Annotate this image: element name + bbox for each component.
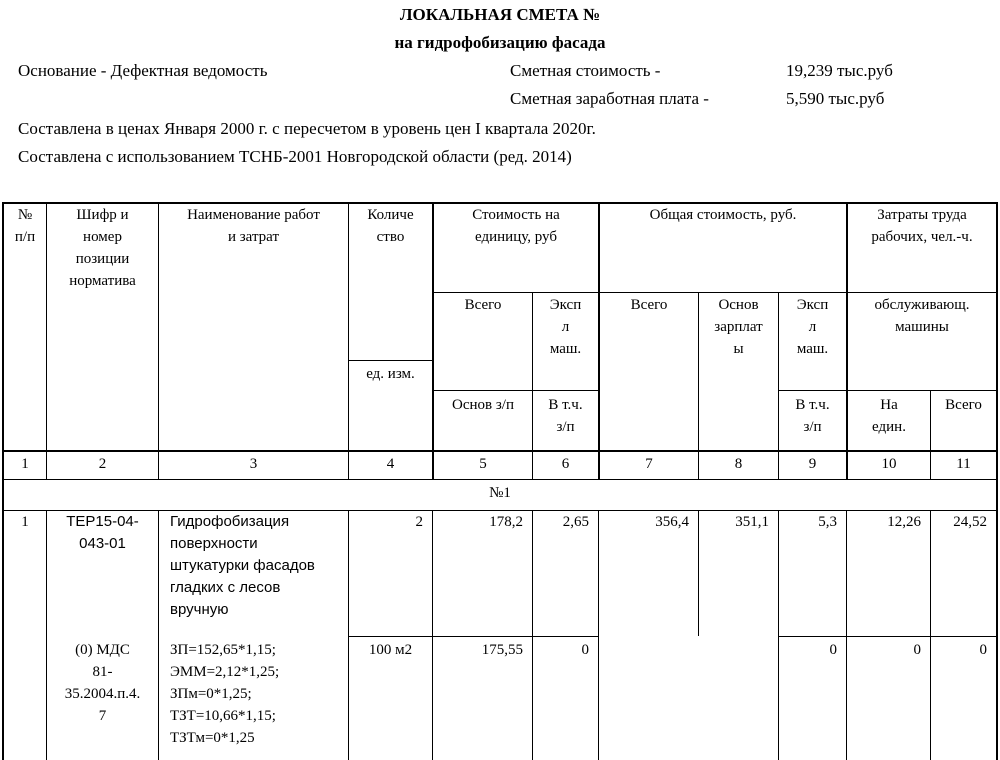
- grid-line: [348, 510, 349, 760]
- col-number-2: 2: [98, 456, 107, 472]
- col-number-7: 7: [645, 456, 653, 472]
- table-border-right: [996, 202, 998, 760]
- header-uc-expl: Эксп л маш.: [549, 297, 582, 357]
- header-qty: Количе ство: [367, 207, 414, 245]
- header-labor-all: Всего: [945, 397, 982, 413]
- grid-line: [778, 636, 998, 637]
- grid-line: [158, 510, 159, 760]
- header-unit: ед. изм.: [366, 366, 415, 382]
- grid-line: [432, 292, 846, 293]
- header-uc-total: Всего: [464, 297, 502, 313]
- grid-line: [778, 390, 998, 391]
- grid-line: [2, 479, 998, 480]
- grid-line: [846, 510, 847, 760]
- header-tc-wage: Основ зарплат ы: [714, 297, 763, 357]
- wage-value: 5,590 тыс.руб: [786, 89, 885, 108]
- header-labor-serv: обслуживающ. машины: [874, 297, 970, 335]
- row-labor-unit: 12,26: [887, 514, 921, 530]
- grid-line: [598, 510, 599, 760]
- subrow-code: (0) МДС 81- 35.2004.п.4. 7: [64, 642, 141, 724]
- table-border-left: [2, 202, 4, 760]
- header-tc-incl: В т.ч. з/п: [795, 397, 830, 435]
- header-labor-unit: На един.: [872, 397, 906, 435]
- grid-line: [598, 202, 600, 479]
- row-uc-total: 178,2: [489, 514, 523, 530]
- header-total-cost: Общая стоимость, руб.: [649, 207, 797, 223]
- prices-note: Составлена в ценах Января 2000 г. с пересчетом в уровень цен I квартала 2020г.: [18, 119, 596, 138]
- grid-line: [348, 360, 432, 361]
- subrow-tc-incl: 0: [829, 642, 837, 658]
- header-num: № п/п: [14, 207, 36, 245]
- header-tc-total: Всего: [630, 297, 668, 313]
- subrow-labor-all: 0: [979, 642, 987, 658]
- col-number-9: 9: [808, 456, 817, 472]
- col-number-1: 1: [21, 456, 29, 472]
- estimate-table: [2, 202, 998, 760]
- col-number-8: 8: [734, 456, 743, 472]
- row-code: ТЕР15-04- 043-01: [66, 513, 139, 552]
- grid-line: [778, 510, 779, 760]
- section-label: №1: [489, 485, 511, 501]
- header-code: Шифр и номер позиции норматива: [69, 207, 136, 289]
- row-tc-total: 356,4: [655, 514, 689, 530]
- row-num: 1: [21, 514, 29, 530]
- basis-text: Основание - Дефектная ведомость: [18, 61, 268, 80]
- grid-line: [348, 636, 598, 637]
- col-number-5: 5: [479, 456, 487, 472]
- subrow-unit: 100 м2: [368, 642, 413, 658]
- header-uc-incl: В т.ч. з/п: [548, 397, 583, 435]
- header-bottom-line: [2, 450, 998, 452]
- grid-line: [930, 510, 931, 760]
- subrow-uc-incl: 0: [581, 642, 589, 658]
- grid-line: [432, 390, 598, 391]
- col-number-11: 11: [956, 456, 971, 472]
- grid-line: [532, 510, 533, 760]
- cost-label: Сметная стоимость -: [510, 61, 661, 80]
- header-unit-cost: Стоимость на единицу, руб: [472, 207, 560, 245]
- row-labor-all: 24,52: [953, 514, 987, 530]
- col-number-4: 4: [386, 456, 395, 472]
- grid-line: [848, 292, 998, 293]
- header-name: Наименование работ и затрат: [187, 207, 320, 245]
- grid-line: [432, 510, 433, 760]
- row-name: Гидрофобизация поверхности штукатурки фасадов гладких с лесов вручную: [170, 513, 315, 618]
- tsnb-note: Составлена с использованием ТСНБ-2001 Новгородской области (ред. 2014): [18, 147, 572, 166]
- col-number-6: 6: [561, 456, 570, 472]
- page-title: ЛОКАЛЬНАЯ СМЕТА №: [399, 5, 601, 24]
- row-qty: 2: [415, 514, 423, 530]
- wage-label: Сметная заработная плата -: [510, 89, 709, 108]
- subrow-formulas: ЗП=152,65*1,15; ЭММ=2,12*1,25; ЗПм=0*1,25; ТЗТ=10,66*1,15; ТЗТм=0*1,25: [170, 642, 280, 746]
- row-tc-expl: 5,3: [818, 514, 837, 530]
- cost-value: 19,239 тыс.руб: [786, 61, 893, 80]
- header-uc-wage: Основ з/п: [452, 397, 514, 413]
- header-tc-expl: Эксп л маш.: [796, 297, 829, 357]
- subrow-uc-wage: 175,55: [481, 642, 523, 658]
- header-labor: Затраты труда рабочих, чел.-ч.: [871, 207, 973, 245]
- col-number-10: 10: [881, 456, 897, 472]
- page-subtitle: на гидрофобизацию фасада: [394, 33, 606, 52]
- col-number-3: 3: [249, 456, 258, 472]
- row-uc-expl: 2,65: [562, 514, 589, 530]
- row-tc-wage: 351,1: [735, 514, 769, 530]
- subrow-labor-unit: 0: [913, 642, 921, 658]
